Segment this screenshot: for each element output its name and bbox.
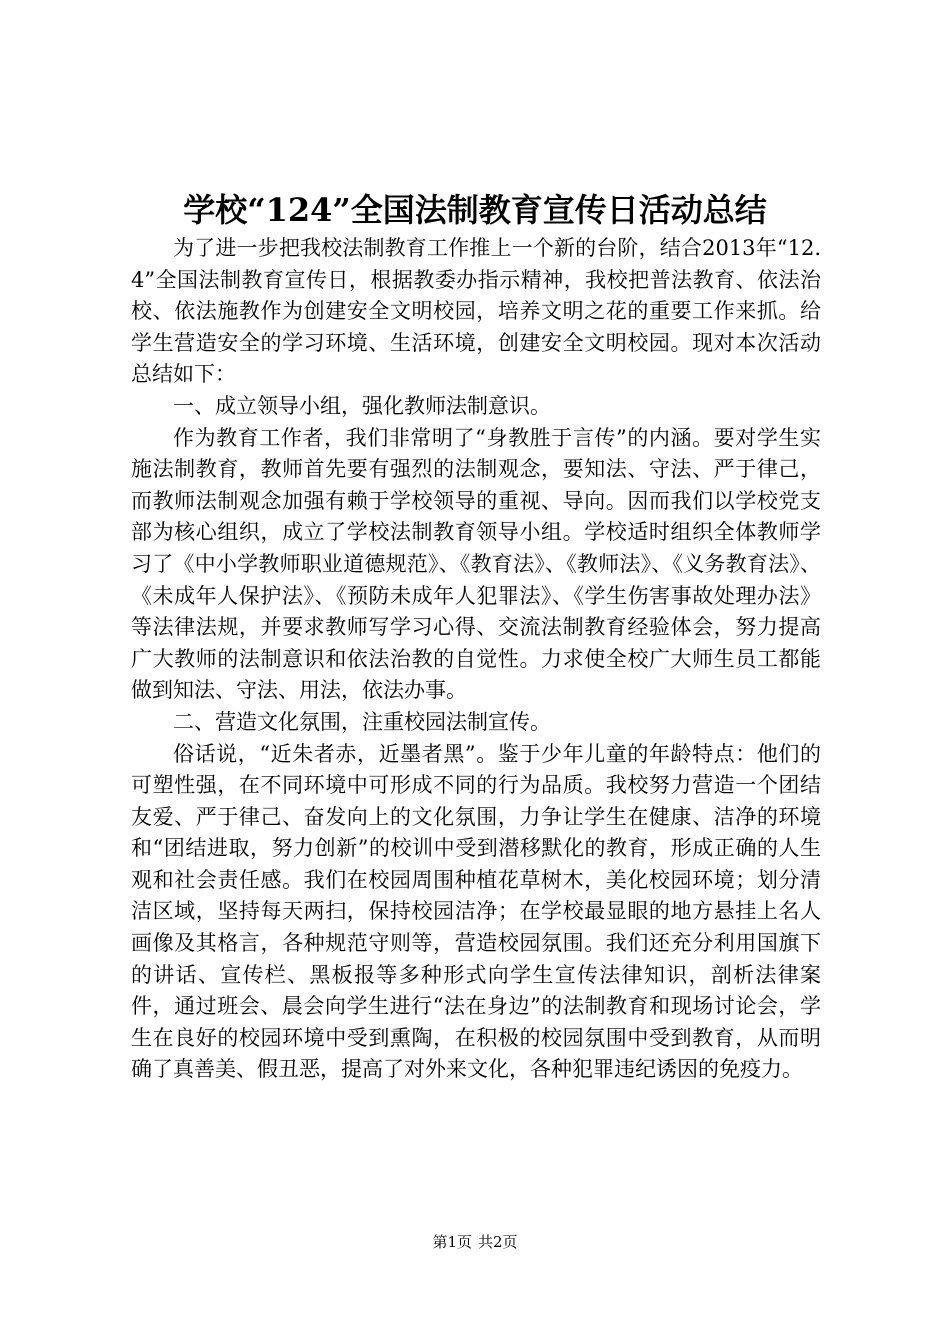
document-body — [131, 233, 821, 1086]
section-heading-2: 二、营造文化氛围，注重校园法制宣传。 — [173, 709, 551, 734]
paragraph-section-2: 俗话说，“近朱者赤，近墨者黑”。鉴于少年儿童的年龄特点：他们的可塑性强，在不同环境中可形成不同的行为品质。我校努力营造一个团结友爱、严于律己、奋发向上的文化氛围，力争让学生在健康、洁净的环境和“团结进取，努力创新”的校训中受到潜移默化的教育，形成正确的人生观和社会责任感。我们在校园周围种植花草树木，美化校园环境；划分清洁区域，坚持每天两扫，保持校园洁净；在学校最显眼的地方悬挂上名人画像及其格言，各种规范守则等，营造校园氛围。我们还充分利用国旗下的讲话、宣传栏、黑板报等多种形式向学生宣传法律知识，剖析法律案件，通过班会、晨会向学生进行“法在身边”的法制教育和现场讨论会，学生在良好的校园环境中受到熏陶，在积极的校园氛围中受到教育，从而明确了真善美、假丑恶，提高了对外来文化，各种犯罪违纪诱因的免疫力。 — [131, 741, 821, 1082]
document-title: 学校“124”全国法制教育宣传日活动总结 — [183, 191, 767, 229]
page-number-total: 共2页 — [478, 1233, 518, 1251]
paragraph-intro: 为了进一步把我校法制教育工作推上一个新的台阶，结合2013年“12.4”全国法制教育宣传日，根据教委办指示精神，我校把普法教育、依法治校、依法施教作为创建安全文明校园，培养文明之花的重要工作来抓。给学生营造安全的学习环境、生活环境，创建安全文明校园。现对本次活动总结如下： — [131, 236, 821, 387]
paragraph-section-1: 作为教育工作者，我们非常明了“身教胜于言传”的内涵。要对学生实施法制教育，教师首先要有强烈的法制观念，要知法、守法、严于律己，而教师法制观念加强有赖于学校领导的重视、导向。因而我们以学校党支部为核心组织，成立了学校法制教育领导小组。学校适时组织全体教师学习了《中小学教师职业道德规范》、《教育法》、《教师法》、《义务教育法》、《未成年人保护法》、《预防未成年人犯罪法》、《学生伤害事故处理办法》等法律法规，并要求教师写学习心得、交流法制教育经验体会，努力提高广大教师的法制意识和依法治教的自觉性。力求使全校广大师生员工都能做到知法、守法、用法，依法办事。 — [131, 425, 821, 703]
section-heading-1: 一、成立领导小组，强化教师法制意识。 — [173, 393, 551, 418]
page-footer — [0, 1232, 950, 1252]
page-number-current: 第1页 — [432, 1233, 472, 1251]
